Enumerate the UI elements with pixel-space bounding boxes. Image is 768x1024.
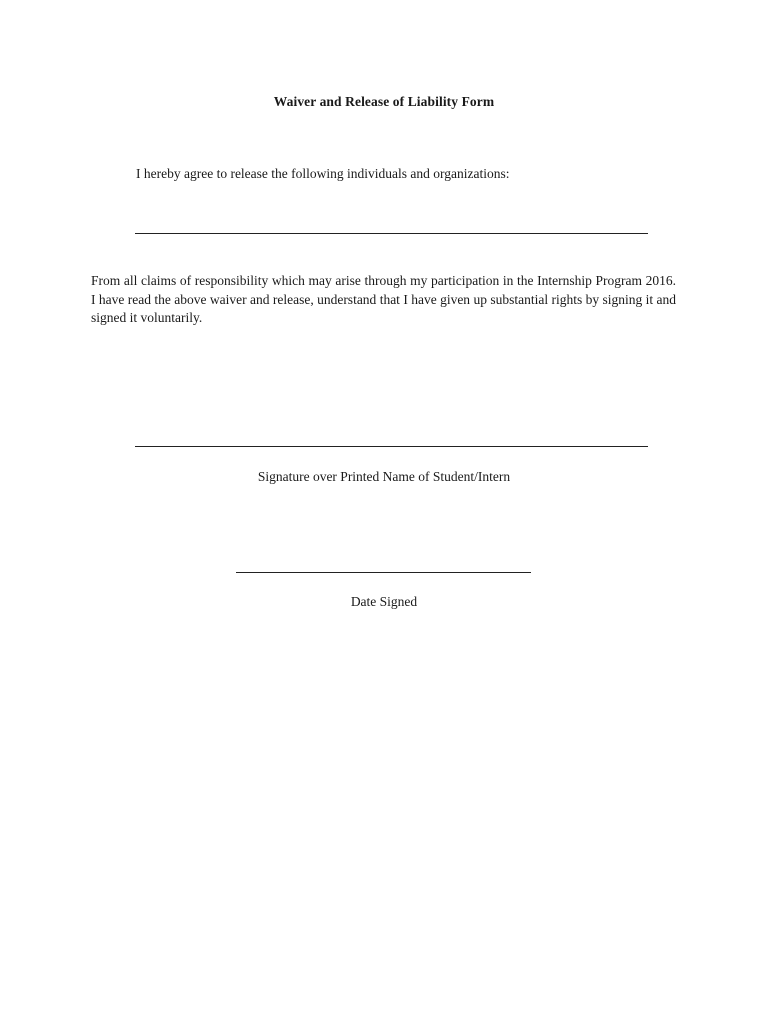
date-caption: Date Signed	[350, 594, 418, 609]
signature-caption: Signature over Printed Name of Student/Intern	[257, 469, 511, 484]
date-blank-line	[236, 572, 531, 573]
waiver-body-text: From all claims of responsibility which may arise through my participation in the Internship Program 2016. I have read the above waiver and release, understand that I have given up substantial rights by signing it and signed it voluntarily.	[91, 273, 676, 325]
organizations-blank-line	[135, 233, 648, 234]
form-title: Waiver and Release of Liability Form	[273, 94, 495, 109]
signature-blank-line	[135, 446, 648, 447]
intro-text: I hereby agree to release the following individuals and organizations:	[136, 166, 510, 181]
